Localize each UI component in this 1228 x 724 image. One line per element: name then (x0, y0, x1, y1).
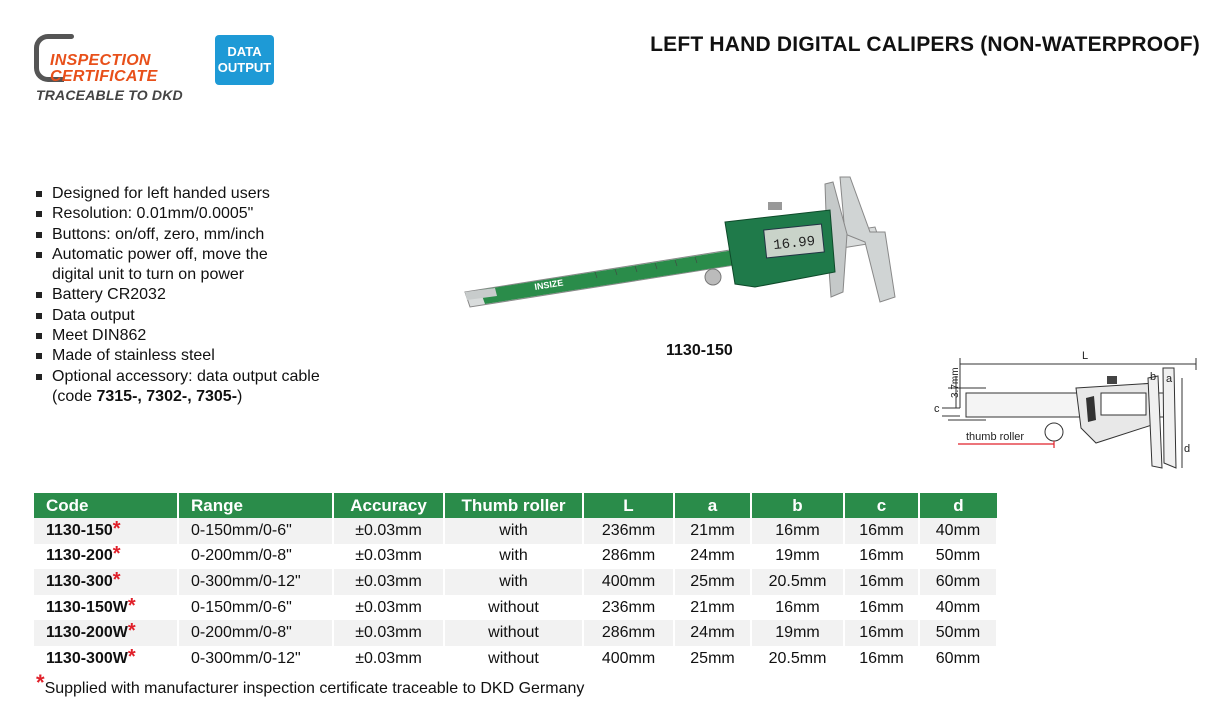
bullet-icon (36, 232, 42, 238)
feature-item (34, 204, 320, 224)
feature-item-continued (34, 265, 320, 285)
cell-b: 16mm (751, 518, 844, 544)
feature-item (34, 285, 320, 305)
caliper-product-image (455, 172, 905, 317)
cell-code (34, 595, 178, 621)
footnote (36, 670, 585, 698)
bullet-icon (36, 313, 42, 319)
code-text: 1130-300 (46, 572, 113, 590)
lcd-reading: 16.99 (772, 233, 817, 255)
cert-bracket-top (48, 34, 74, 39)
bullet-icon (36, 374, 42, 380)
col-header-b: b (751, 493, 844, 518)
label-c: c (934, 403, 940, 415)
cell-b: 19mm (751, 544, 844, 570)
label-b: b (1150, 371, 1157, 383)
cell-range: 0-200mm/0-8" (178, 620, 333, 646)
code-text: 1130-300W (46, 649, 128, 667)
cell-range: 0-300mm/0-12" (178, 569, 333, 595)
cell-accuracy: ±0.03mm (333, 646, 444, 672)
code-text: 1130-200W (46, 624, 128, 642)
feature-text: Meet DIN862 (52, 327, 147, 345)
cell-a: 21mm (674, 518, 751, 544)
cell-L: 400mm (583, 569, 674, 595)
feature-item (34, 184, 320, 204)
table-row (34, 518, 997, 544)
page-title: LEFT HAND DIGITAL CALIPERS (NON-WATERPROOF) (650, 33, 1200, 56)
cell-b: 19mm (751, 620, 844, 646)
cert-line2: CERTIFICATE (50, 68, 158, 85)
data-output-badge (215, 35, 274, 85)
col-header-accuracy: Accuracy (333, 493, 444, 518)
col-header-code: Code (34, 493, 178, 518)
bullet-icon (36, 191, 42, 197)
cell-code (34, 518, 178, 544)
cell-d: 60mm (919, 646, 997, 672)
cell-accuracy: ±0.03mm (333, 518, 444, 544)
footnote-star-icon: * (36, 670, 45, 695)
cell-accuracy: ±0.03mm (333, 595, 444, 621)
star-icon: * (127, 594, 136, 617)
cell-L: 286mm (583, 620, 674, 646)
bullet-icon (36, 353, 42, 359)
cell-a: 21mm (674, 595, 751, 621)
accessory-prefix: (code (52, 387, 97, 405)
cell-accuracy: ±0.03mm (333, 620, 444, 646)
feature-list (34, 184, 320, 407)
bullet-icon (36, 252, 42, 258)
cell-b: 16mm (751, 595, 844, 621)
diagram-jaw-moving (1148, 376, 1162, 468)
cell-range: 0-300mm/0-12" (178, 646, 333, 672)
top-button (768, 202, 782, 210)
code-text: 1130-150W (46, 598, 128, 616)
brand-logo-text: INSIZE (533, 277, 564, 292)
table-row (34, 569, 997, 595)
cell-thumb: without (444, 620, 583, 646)
cell-range: 0-200mm/0-8" (178, 544, 333, 570)
feature-item (34, 245, 320, 265)
footnote-text: Supplied with manufacturer inspection certificate traceable to DKD Germany (44, 680, 585, 697)
cell-c: 16mm (844, 569, 919, 595)
table-row (34, 646, 997, 672)
table-row (34, 544, 997, 570)
cell-range: 0-150mm/0-6" (178, 595, 333, 621)
cell-b: 20.5mm (751, 646, 844, 672)
feature-text: Data output (52, 306, 135, 324)
code-text: 1130-150 (46, 521, 113, 539)
label-thumb-roller: thumb roller (966, 431, 1025, 443)
feature-item (34, 225, 320, 245)
accessory-codes: 7315-, 7302-, 7305- (96, 387, 238, 405)
product-caption: 1130-150 (666, 342, 733, 359)
diagram-button (1107, 376, 1117, 384)
feature-text: Buttons: on/off, zero, mm/inch (52, 225, 265, 243)
cell-a: 24mm (674, 544, 751, 570)
cell-thumb: without (444, 646, 583, 672)
dimension-diagram (926, 348, 1202, 478)
cell-thumb: with (444, 544, 583, 570)
col-header-thumb-roller: Thumb roller (444, 493, 583, 518)
cell-thumb: without (444, 595, 583, 621)
cell-accuracy: ±0.03mm (333, 569, 444, 595)
diagram-thumb-roller (1045, 423, 1063, 441)
col-header-d: d (919, 493, 997, 518)
feature-text: Made of stainless steel (52, 347, 215, 365)
badge-line1: DATA (227, 44, 262, 59)
star-icon: * (112, 568, 121, 591)
col-header-a: a (674, 493, 751, 518)
cell-L: 236mm (583, 595, 674, 621)
cell-L: 236mm (583, 518, 674, 544)
cell-d: 50mm (919, 544, 997, 570)
cell-code (34, 544, 178, 570)
cell-L: 400mm (583, 646, 674, 672)
diagram-lcd (1101, 393, 1146, 415)
feature-text: digital unit to turn on power (52, 266, 245, 284)
cell-thumb: with (444, 518, 583, 544)
table-header-row (34, 493, 997, 518)
feature-text: Resolution: 0.01mm/0.0005" (52, 205, 254, 223)
star-icon: * (127, 620, 136, 643)
col-header-L: L (583, 493, 674, 518)
feature-item-continued (34, 387, 320, 407)
badge-line2: OUTPUT (217, 60, 272, 75)
cell-code (34, 646, 178, 672)
cell-c: 16mm (844, 544, 919, 570)
cert-traceable-text: TRACEABLE TO DKD (36, 87, 183, 103)
cell-c: 16mm (844, 620, 919, 646)
col-header-range: Range (178, 493, 333, 518)
feature-item (34, 326, 320, 346)
thumb-roller-wheel (705, 269, 721, 285)
cell-d: 50mm (919, 620, 997, 646)
cert-line1: INSPECTION (50, 52, 151, 69)
cell-a: 25mm (674, 569, 751, 595)
cell-c: 16mm (844, 595, 919, 621)
feature-item (34, 346, 320, 366)
col-header-c: c (844, 493, 919, 518)
bullet-icon (36, 333, 42, 339)
cell-code (34, 569, 178, 595)
bullet-icon (36, 292, 42, 298)
star-icon: * (127, 645, 136, 668)
cell-thumb: with (444, 569, 583, 595)
cell-b: 20.5mm (751, 569, 844, 595)
cell-d: 60mm (919, 569, 997, 595)
feature-text: Battery CR2032 (52, 286, 166, 304)
bullet-icon (36, 211, 42, 217)
label-a: a (1166, 373, 1173, 385)
label-d: d (1184, 443, 1191, 455)
cell-d: 40mm (919, 595, 997, 621)
cell-L: 286mm (583, 544, 674, 570)
accessory-suffix: ) (237, 387, 243, 405)
code-text: 1130-200 (46, 547, 113, 565)
cell-accuracy: ±0.03mm (333, 544, 444, 570)
feature-item (34, 306, 320, 326)
star-icon: * (112, 517, 121, 540)
feature-text: Automatic power off, move the (52, 245, 268, 263)
star-icon: * (112, 543, 121, 566)
table-row (34, 620, 997, 646)
cell-a: 24mm (674, 620, 751, 646)
cell-d: 40mm (919, 518, 997, 544)
feature-text: Optional accessory: data output cable (52, 367, 320, 385)
inspection-certificate-logo (34, 34, 204, 108)
feature-item (34, 367, 320, 387)
feature-text: Designed for left handed users (52, 185, 270, 202)
cell-c: 16mm (844, 518, 919, 544)
cell-range: 0-150mm/0-6" (178, 518, 333, 544)
label-L: L (1082, 350, 1089, 362)
table-row (34, 595, 997, 621)
label-3-7mm: 3.7mm (950, 367, 961, 398)
cell-code (34, 620, 178, 646)
cell-c: 16mm (844, 646, 919, 672)
spec-table (34, 493, 998, 672)
cell-a: 25mm (674, 646, 751, 672)
